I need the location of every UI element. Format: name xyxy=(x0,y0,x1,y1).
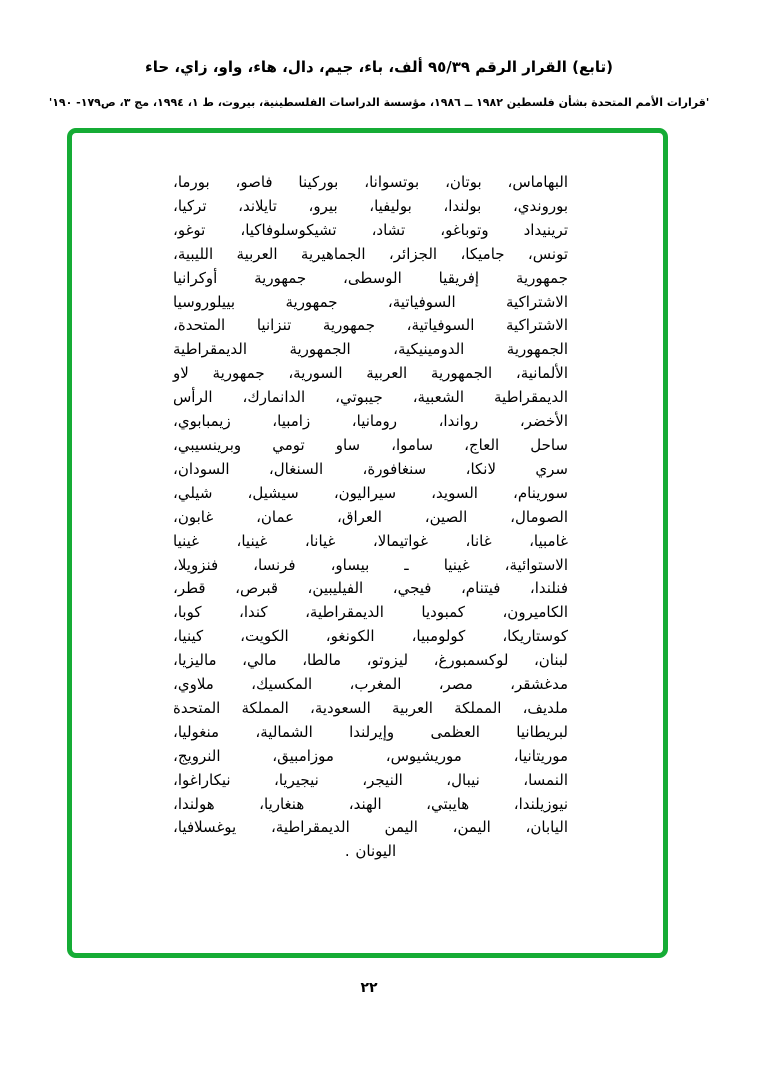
text-line: الأخضر، رواندا، رومانيا، زامبيا، زيمبابوي، xyxy=(173,412,568,431)
text-line: جمهورية إفريقيا الوسطى، جمهورية أوكرانيا xyxy=(173,268,568,287)
text-line: نيوزيلندا، هايبتي، الهند، هنغاريا، هولندا، xyxy=(173,794,568,813)
text-line: ساحل العاج، ساموا، ساو تومي وبرينسيبي، xyxy=(173,435,568,454)
text-line: مدغشقر، مصر، المغرب، المكسيك، ملاوي، xyxy=(173,675,568,694)
text-line: الديمقراطية الشعبية، جيبوتي، الدانمارك، الرأس xyxy=(173,388,568,407)
text-line: النمسا، نيبال، النيجر، نيجيريا، نيكاراغوا، xyxy=(173,770,568,789)
text-line: فنلندا، فيتنام، فيجي، الفيليبين، قبرص، قطر، xyxy=(173,579,568,598)
text-line: الاشتراكية السوفياتية، جمهورية بييلوروسيا xyxy=(173,292,568,311)
text-line: كوستاريكا، كولومبيا، الكونغو، الكويت، كينيا، xyxy=(173,627,568,646)
text-line: ترينيداد وتوباغو، تشاد، تشيكوسلوفاكيا، توغو، xyxy=(173,220,568,239)
text-line: الألمانية، الجمهورية العربية السورية، جمهورية لاو xyxy=(173,364,568,383)
page-number: ٢٢ xyxy=(360,980,378,996)
text-line: البهاماس، بوتان، بوتسوانا، بوركينا فاصو، بورما، xyxy=(173,173,568,191)
body-text xyxy=(173,171,568,864)
text-line: موريتانيا، موريشيوس، موزامبيق، النرويج، xyxy=(173,746,568,765)
text-line: الجمهورية الدومينيكية، الجمهورية الديمقراطية xyxy=(173,340,568,359)
text-line: اليابان، اليمن، اليمن الديمقراطية، يوغسلافيا، xyxy=(173,818,568,837)
text-line: لبريطانيا العظمى وإيرلندا الشمالية، منغوليا، xyxy=(173,722,568,741)
text-line: الاستوائية، غينيا ـ بيساو، فرنسا، فنزويلا، xyxy=(173,555,568,574)
text-line: غامبيا، غانا، غواتيمالا، غيانا، غينيا، غينيا xyxy=(173,531,568,550)
text-line: الاشتراكية السوفياتية، جمهورية تنزانيا المتحدة، xyxy=(173,316,568,335)
text-line: ملديف، المملكة العربية السعودية، المملكة المتحدة xyxy=(173,698,568,717)
text-line: سري لانكا، سنغافورة، السنغال، السودان، xyxy=(173,459,568,478)
text-line: بوروندي، بولندا، بوليفيا، بيرو، تايلاند، تركيا، xyxy=(173,196,568,215)
text-line: سورينام، السويد، سيراليون، سيشيل، شيلي، xyxy=(173,483,568,502)
resolution-title: (تابع) القرار الرقم ٩٥/٣٩ ألف، باء، جيم، دال، هاء، واو، زاي، حاء xyxy=(145,58,613,76)
text-line: اليونان . xyxy=(344,842,397,861)
text-line: تونس، جاميكا، الجزائر، الجماهيرية العربية الليبية، xyxy=(173,244,568,263)
text-line: لبنان، لوكسمبورغ، ليزوتو، مالطا، مالي، ماليزيا، xyxy=(173,651,568,670)
source-citation: 'قرارات الأمم المتحدة بشأن فلسطين ١٩٨٢ ــ ١٩٨٦، مؤسسة الدراسات الفلسطينية، بيروت، ط ١، ١٩٩٤، مج ٣، ص١٧٩- ١٩٠' xyxy=(48,96,710,109)
text-line: الصومال، الصين، العراق، عمان، غابون، xyxy=(173,507,568,526)
text-line: الكاميرون، كمبوديا الديمقراطية، كندا، كوبا، xyxy=(173,603,568,622)
content-border-box xyxy=(67,128,668,958)
